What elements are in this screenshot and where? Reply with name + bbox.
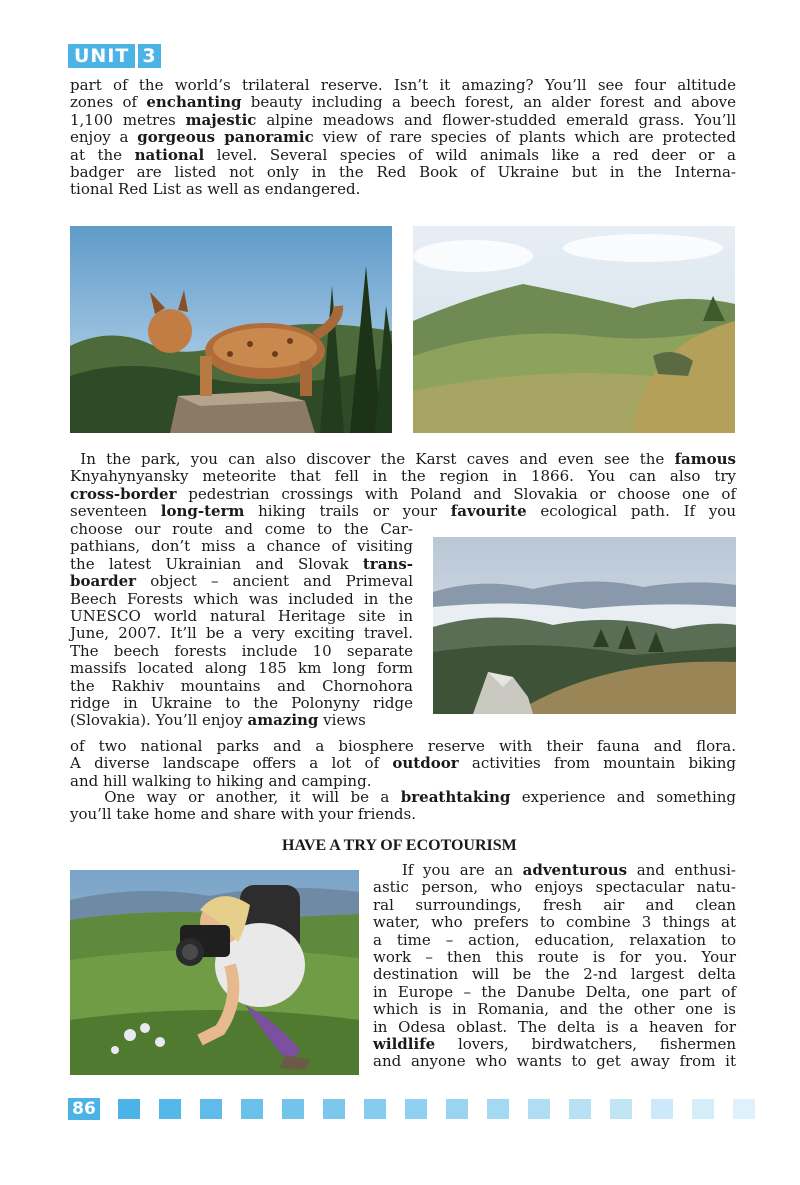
text-line: in Europe – the Danube Delta, one part of	[373, 982, 736, 1001]
text-line: One way or another, it will be a breathtaking experience and something	[70, 788, 736, 806]
text-line: the Rakhiv mountains and Chornohora	[70, 676, 413, 695]
footer-square	[282, 1099, 304, 1119]
text-line: The beech forests include 10 separate	[70, 641, 413, 660]
text-line: UNESCO world natural Heritage site in	[70, 606, 413, 625]
text-line: in Odesa oblast. The delta is a heaven for	[373, 1017, 736, 1036]
paragraph-park	[70, 451, 736, 521]
text-line: work – then this route is for you. Your	[373, 947, 736, 966]
text-line: In the park, you can also discover the Karst caves and even see the famous	[70, 450, 736, 468]
text-line: and hill walking to hiking and camping.	[70, 771, 372, 790]
footer-square	[733, 1099, 755, 1119]
paragraph-intro	[70, 77, 736, 199]
text-line: of two national parks and a biosphere reserve with their fauna and flora.	[70, 737, 736, 755]
text-line: you’ll take home and share with your friends.	[70, 805, 416, 824]
text-line: choose our route and come to the Car-	[70, 520, 413, 538]
footer-square	[241, 1099, 263, 1119]
footer-square	[159, 1099, 181, 1119]
text-line: Knyahynyansky meteorite that fell in the region in 1866. You can also try	[70, 467, 736, 486]
footer-square	[569, 1099, 591, 1119]
text-line: the latest Ukrainian and Slovak trans-	[70, 554, 413, 573]
text-line: boarder object – ancient and Primeval	[70, 572, 413, 591]
section-heading: HAVE A TRY OF ECOTOURISM	[282, 837, 517, 854]
text-line: badger are listed not only in the Red Book of Ukraine but in the Interna-	[70, 162, 736, 181]
paragraph-breathtaking	[70, 789, 736, 824]
text-line: astic person, who enjoys spectacular natu-	[373, 878, 736, 897]
paragraph-carpathians	[70, 521, 413, 730]
text-line: a time – action, education, relaxation to	[373, 930, 736, 949]
text-line: Beech Forests which was included in the	[70, 589, 413, 608]
footer-square	[528, 1099, 550, 1119]
footer-square	[200, 1099, 222, 1119]
footer-square	[118, 1099, 140, 1119]
foggy-mountains-photo	[433, 537, 736, 714]
text-line: tional Red List as well as endangered.	[70, 180, 361, 199]
text-line: seventeen long-term hiking trails or your favourite ecological path. If you	[70, 502, 737, 521]
text-line: wildlife lovers, birdwatchers, fishermen	[373, 1034, 736, 1053]
text-line: pathians, don’t miss a chance of visiting	[70, 537, 413, 556]
photographer-photo	[70, 870, 359, 1075]
mountain-meadow-photo	[413, 226, 735, 433]
footer-square	[405, 1099, 427, 1119]
unit-number: 3	[138, 44, 160, 68]
text-line: at the national level. Several species of wild animals like a red deer or a	[70, 145, 736, 164]
text-line: cross-border pedestrian crossings with Poland and Slovakia or choose one of	[70, 484, 736, 503]
paragraph-parks	[70, 738, 736, 790]
footer-square	[692, 1099, 714, 1119]
footer-square	[651, 1099, 673, 1119]
text-line: part of the world’s trilateral reserve. Isn’t it amazing? You’ll see four altitude	[70, 76, 736, 94]
text-line: and anyone who wants to get away from it	[373, 1052, 736, 1071]
footer-square	[364, 1099, 386, 1119]
paragraph-ecotourism	[373, 862, 736, 1071]
text-line: ridge in Ukraine to the Polonyny ridge	[70, 693, 413, 712]
footer-square	[487, 1099, 509, 1119]
text-line: ral surroundings, fresh air and clean	[373, 895, 736, 914]
text-line: destination will be the 2-nd largest delta	[373, 965, 736, 984]
text-line: zones of enchanting beauty including a beech forest, an alder forest and above	[70, 93, 736, 112]
text-line: enjoy a gorgeous panoramic view of rare species of plants which are protected	[70, 128, 736, 147]
unit-label	[68, 44, 161, 68]
text-line: June, 2007. It’ll be a very exciting travel.	[70, 624, 413, 643]
footer-square	[323, 1099, 345, 1119]
unit-word: UNIT	[68, 44, 135, 68]
text-line: massifs located along 185 km long form	[70, 659, 413, 678]
text-line: (Slovakia). You’ll enjoy amazing views	[70, 711, 366, 730]
text-line: which is in Romania, and the other one is	[373, 1000, 736, 1019]
lynx-photo	[70, 226, 392, 433]
text-line: 1,100 metres majestic alpine meadows and flower-studded emerald grass. You’ll	[70, 110, 736, 129]
footer-square	[446, 1099, 468, 1119]
text-line: water, who prefers to combine 3 things at	[373, 913, 736, 932]
text-line: A diverse landscape offers a lot of outdoor activities from mountain biking	[70, 754, 736, 773]
footer-square	[610, 1099, 632, 1119]
page-number: 86	[68, 1098, 100, 1120]
text-line: If you are an adventurous and enthusi-	[373, 861, 736, 879]
